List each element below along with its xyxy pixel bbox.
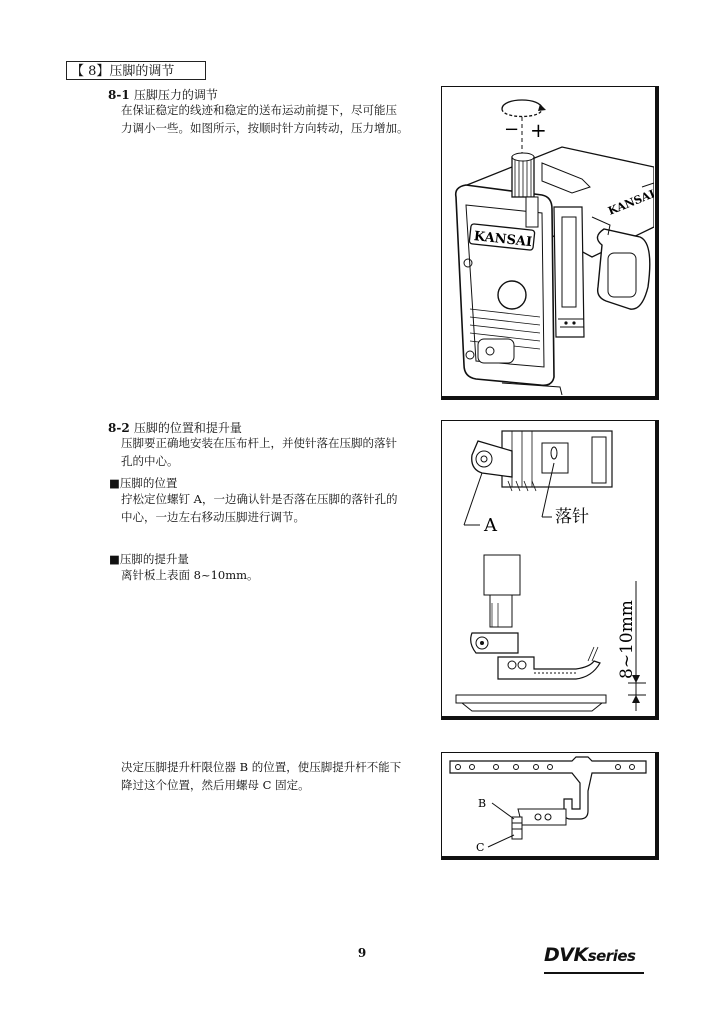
page-number: 9 [357,946,367,960]
body-line: 决定压脚提升杆限位器 B 的位置，使压脚提升杆不能下 [121,760,402,774]
logo-main: DVK [544,944,588,966]
body-line: 拧松定位螺钉 A，一边确认针是否落在压脚的落针孔的 [121,492,398,506]
subsection-8-1-body [121,101,441,137]
subsection-number: 8-1 [108,88,130,102]
back-brand-label: KANSAI [606,187,654,218]
body-line: 压脚要正确地安装在压布杆上，并使针落在压脚的落针 [121,436,397,450]
position-heading: ■压脚的位置 [109,476,178,490]
position-body [121,490,441,526]
body-line: 中心，一边左右移动压脚进行调节。 [121,510,305,524]
section-header: 【 8】压脚的调节 [66,61,206,80]
needle-drop-label: 落针 [555,507,589,527]
body-line: 降过这个位置，然后用螺母 C 固定。 [121,778,310,792]
presser-pressure-figure [441,86,659,400]
stopper-b-label: B [478,797,487,810]
body-line: 孔的中心。 [121,454,179,468]
subsection-number: 8-2 [108,421,130,435]
screw-a-label: A [484,515,497,536]
body-line: 在保证稳定的线迹和稳定的送布运动前提下，尽可能压 [121,103,397,117]
body-line: 力调小一些。如图所示，按顺时针方向转动，压力增加。 [121,121,409,135]
presser-foot-illustration [442,421,654,715]
dvk-series-logo [544,938,644,974]
nut-c-label: C [476,841,485,854]
sewing-head-illustration [442,87,654,395]
presser-position-figure [441,420,659,720]
lift-stopper-body [121,758,441,794]
subsection-title: 压脚压力的调节 [133,88,218,102]
subsection-8-2-body [121,434,441,470]
lift-stopper-figure [441,752,659,860]
subsection-title: 压脚的位置和提升量 [133,421,242,435]
lift-heading: ■压脚的提升量 [109,552,189,566]
front-brand-label: KANSAI [473,229,533,251]
height-dimension-label: 8~10mm [617,600,637,679]
lift-lever-illustration [442,753,654,855]
minus-label: − [504,119,520,140]
plus-label: + [530,118,547,142]
logo-sub: series [587,947,636,965]
lift-body: 离针板上表面 8~10mm。 [121,568,259,582]
